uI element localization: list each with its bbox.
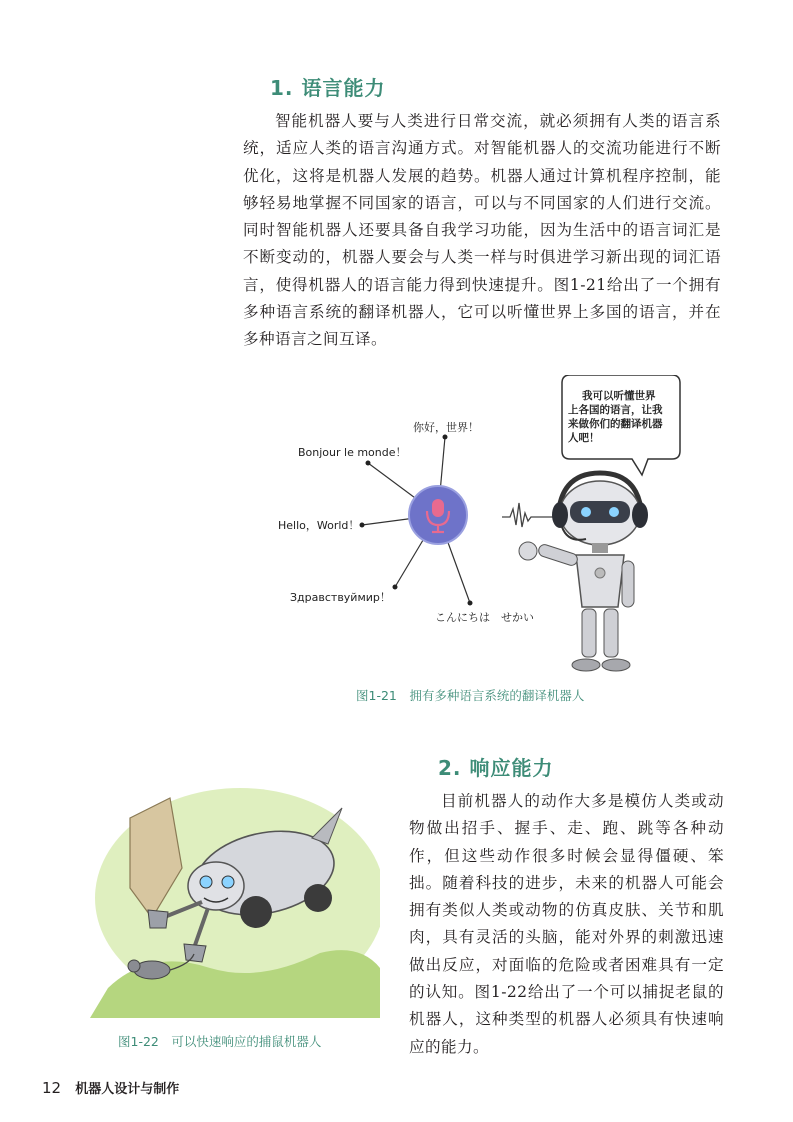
lang-english: Hello，World！ (278, 519, 360, 532)
translation-robot-figure (270, 375, 710, 680)
lang-japanese: こんにちは せかい (435, 611, 534, 624)
svg-text:上各国的语言，让我: 上各国的语言，让我 (568, 404, 663, 416)
speech-bubble (562, 375, 680, 475)
sound-wave-icon (502, 503, 560, 527)
robot-illustration (519, 473, 648, 671)
figure-caption-translation-robot: 图1-21 拥有多种语言系统的翻译机器人 (356, 688, 585, 703)
section-paragraph-response: 目前机器人的动作大多是模仿人类或动物做出招手、握手、走、跑、跳等各种动作，但这些动作很多时候会显得僵硬、笨拙。随着科技的进步，未来的机器人可能会拥有类似人类或动物的仿真皮肤、关节和肌肉，具有灵活的头脑，能对外界的刺激迅速做出反应，对面临的危险或者困难具有一定的认知。图1-22给出了一个可以捕捉老鼠的机器人，这种类型的机器人必须具有快速响应的能力。 (409, 792, 724, 1056)
lang-french: Bonjour le monde！ (298, 446, 407, 459)
page-footer (42, 1078, 179, 1097)
lang-chinese: 你好，世界！ (413, 421, 479, 434)
svg-text:我可以听懂世界: 我可以听懂世界 (582, 390, 656, 402)
book-title: 机器人设计与制作 (75, 1082, 180, 1097)
svg-text:人吧！: 人吧！ (568, 432, 600, 444)
section-heading-language: 1. 语言能力 (270, 76, 386, 100)
section-paragraph-language: 智能机器人要与人类进行日常交流，就必须拥有人类的语言系统，适应人类的语言沟通方式。对智能机器人的交流功能进行不断优化，这将是机器人发展的趋势。机器人通过计算机程序控制，能够轻易地掌握不同国家的语言，可以与不同国家的人们进行交流。同时智能机器人还要具备自我学习功能，因为生活中的语言词汇是不断变动的，机器人要会与人类一样与时俱进学习新出现的词汇语言，使得机器人的语言能力得到快速提升。图1-21给出了一个拥有多种语言系统的翻译机器人，它可以听懂世界上多国的语言，并在多种语言之间互译。 (243, 112, 721, 349)
mouse-catching-robot-figure (90, 778, 380, 1018)
section-heading-response: 2. 响应能力 (438, 756, 554, 780)
page-number: 12 (42, 1079, 62, 1097)
figure-caption-mouse-robot: 图1-22 可以快速响应的捕鼠机器人 (118, 1034, 322, 1049)
svg-text:来做你们的翻译机器: 来做你们的翻译机器 (568, 418, 663, 430)
lang-russian: Здравствуймир！ (290, 591, 391, 604)
